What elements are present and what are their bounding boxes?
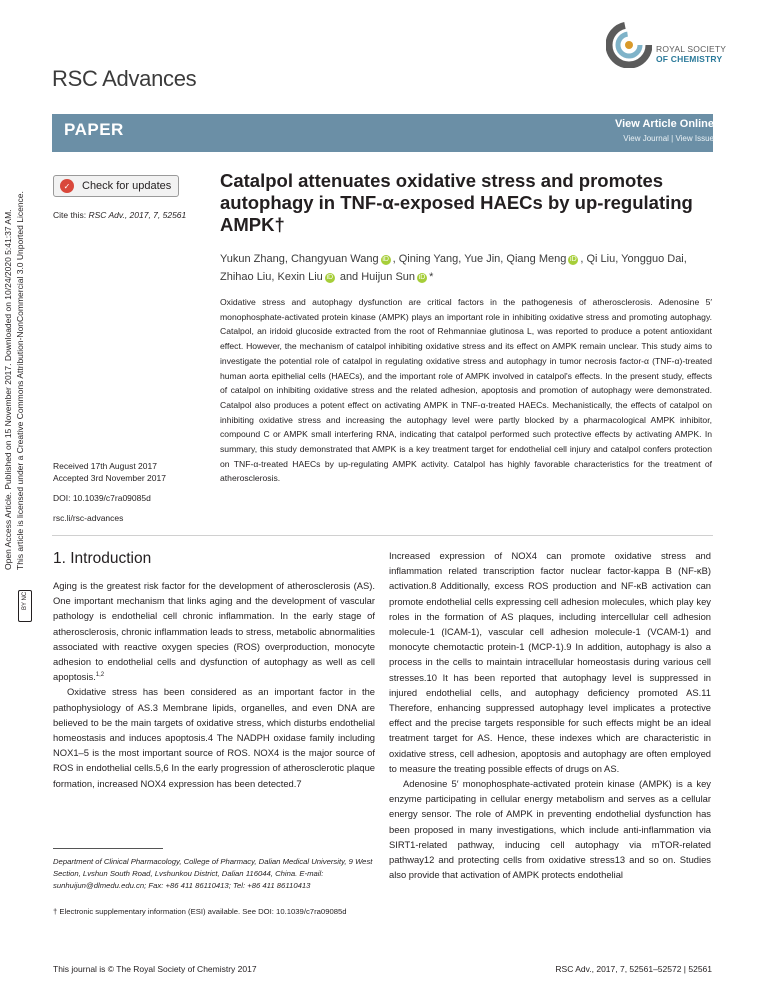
esi-footnote[interactable]: † Electronic supplementary information (ESI) available. See DOI: 10.1039/c7ra09085d	[53, 907, 347, 916]
author-separator: ,	[271, 271, 278, 283]
author-separator: ,	[458, 253, 465, 265]
rsc-logo-icon	[606, 22, 652, 68]
author-separator: ,	[392, 253, 399, 265]
author-separator: ,	[683, 253, 687, 265]
cc-badge-label: BY NC	[22, 591, 28, 610]
cc-license-badge[interactable]	[18, 590, 32, 622]
author-name[interactable]: Kexin Liu	[277, 271, 323, 283]
article-title: Catalpol attenuates oxidative stress and promotes autophagy in TNF-α-exposed HAECs by up-regulating AMPK†	[220, 170, 693, 235]
body-column-right	[389, 548, 711, 882]
section-band	[52, 114, 713, 152]
open-access-notice	[2, 0, 26, 570]
author-separator: ,	[580, 253, 587, 265]
author-name[interactable]: Zhihao Liu	[220, 271, 272, 283]
journal-link[interactable]: rsc.li/rsc-advances	[53, 513, 124, 523]
oa-line-2[interactable]: This article is licensed under a Creative Commons Attribution-NonCommercial 3.0 Unported Licence.	[15, 191, 25, 570]
author-name[interactable]: Huijun Sun	[361, 271, 416, 283]
crossmark-icon: ✓	[60, 179, 74, 193]
doi[interactable]: DOI: 10.1039/c7ra09085d	[53, 493, 151, 503]
author-name[interactable]: Yukun Zhang	[220, 253, 285, 265]
affiliation-footnote: Department of Clinical Pharmacology, College of Pharmacy, Dalian Medical University, 9 West Section, Lvshun South Road, Lvshunkou District, Dalian 116044, China. E-mail: sunhuijun@dlmedu.edu.cn; Fax: +86 411 86110413; Tel: +86 411 86110413	[53, 857, 373, 890]
divider	[52, 535, 713, 536]
abstract: Oxidative stress and autophagy dysfunction are critical factors in the pathogenesis of atherosclerosis. Adenosine 5′ monophosphate-activated protein kinase (AMPK) plays an important role in inhibiting oxidative stress and promoting autophagy. Catalpol, an iridoid glucoside extracted from the root of Rehmanniae glutinosa L, was reported to produce a potent antioxidant effect. However, the mechanism of catalpol inhibiting oxidative stress and its effect on AMPK remain unclear. This study aims to investigate the potential role of catalpol in regulating oxidative stress and autophagy in tumor necrosis factor-α (TNF-α)-treated human aorta epithelial cells (HAECs), and the important role of AMPK involved in catalpol's effects. In the present study, effects of catalpol on inhibiting oxidative stress and the related adhesion, apoptosis and promotion of autophagy were demonstrated. Catalpol also produces a potent effect on activating AMPK in TNF-α-treated HAECs. Mechanistically, the effects of catalpol on inhibiting oxidative stress and increasing the autophagy level were partly blocked by a pharmacological AMPK inhibitor, compound C or AMPK small interfering RNA, indicating that catalpol performed such protective effects by activating AMPK. In summary, this study demonstrated that AMPK is a key treatment target for endothelial cell injury and catalpol confers protection on TNF-α-treated HAECs by up-regulating AMPK activity. Catalpol has highly favorable characteristics for the treatment of atherosclerosis.	[220, 297, 712, 484]
author-name[interactable]: Qi Liu	[586, 253, 616, 265]
paragraph: Oxidative stress has been considered as an important factor in the pathophysiology of AS.3 Membrane lipids, organelles, and even DNA are believed to be the main targets of oxidative stress, which disturbs endothelial homeostasis and induces apoptosis.4 The NADPH oxidase family including NOX1–5 is the most important source of ROS. NOX4 is the major source of ROS in endothelial cells.5,6 In the early progression of atherosclerotic plaque formation, increased NOX4 expression has been detected.7	[53, 686, 375, 789]
author-name[interactable]: Qiang Meng	[506, 253, 567, 265]
ref-link[interactable]: 1,2	[95, 672, 105, 679]
footnote-rule	[53, 848, 163, 849]
view-article-online-link[interactable]: View Article Online	[614, 118, 714, 130]
author-separator: ,	[284, 253, 291, 265]
paragraph: Adenosine 5′ monophosphate-activated protein kinase (AMPK) is a key enzyme participating in cellular energy metabolism and serves as a cellular energy sensor. The role of AMPK in preventing endothelial dysfunction has been proposed in many investigations, which include anti-inflammation via SIRT1-related pathway, inducing cell autophagy via mTOR-related pathway12 and protecting cells from oxidative stress13 and so on. Studies also provide that activation of AMPK protects endothelial	[389, 778, 711, 881]
author-separator: ,	[615, 253, 622, 265]
author-separator: and	[336, 271, 362, 283]
footer-page-info: RSC Adv., 2017, 7, 52561–52572 | 52561	[555, 964, 712, 974]
body-column-left	[53, 578, 375, 791]
cite-label: Cite this:	[53, 210, 87, 220]
author-name[interactable]: Changyuan Wang	[290, 253, 379, 265]
dates	[53, 460, 166, 484]
orcid-icon[interactable]: iD	[418, 274, 426, 281]
author-name[interactable]: Qining Yang	[398, 253, 459, 265]
orcid-icon[interactable]: iD	[570, 256, 577, 263]
paragraph: Increased expression of NOX4 can promote oxidative stress and inflammation related transcription factor nuclear factor-kappa B (NF-κB) activation.8 Additionally, excess ROS production and NF-κB activation can promote endothelial cells expressing cell adhesion molecules, which play key roles in the formation of AS plaques, including intercellular cell adhesion molecule-1 (ICAM-1), vascular cell adhesion molecule-1 (VCAM-1) and monocyte chemotactic protein-1 (MCP-1).9 In addition, autophagy is also a process in the cells to maintain intracellular homeostasis during various cell stresses.10 It has been reported that autophagy level is suppressed in injured endothelial cells, and autophagy deficiency promoted AS.11 Therefore, enhancing suppressed autophagy level implicates a protective effect and the precise targets responsible for such effects might be an ideal treatment target for AS. Hence, these indexes which are characteristic in oxidative stress, cell adhesion, apoptosis and autophagy are often employed to measure the treating possible effects of drugs on AS.	[389, 550, 711, 774]
footer-copyright: This journal is © The Royal Society of Chemistry 2017	[53, 964, 257, 974]
received-date: Received 17th August 2017	[53, 461, 157, 471]
author-name[interactable]: Yue Jin	[464, 253, 501, 265]
oa-line-1: Open Access Article. Published on 15 November 2017. Downloaded on 10/24/2020 5:41:37 AM.	[3, 209, 13, 570]
citation	[53, 210, 186, 220]
orcid-icon[interactable]: iD	[326, 274, 334, 281]
accepted-date: Accepted 3rd November 2017	[53, 473, 166, 483]
cite-value: RSC Adv., 2017, 7, 52561	[88, 210, 187, 220]
author-name[interactable]: Yongguo Dai	[621, 253, 684, 265]
author-list	[220, 250, 720, 286]
rsc-logo-text	[656, 44, 726, 64]
logo-line-1: ROYAL SOCIETY	[656, 44, 727, 54]
author-separator: ,	[500, 253, 507, 265]
check-updates-label: Check for updates	[82, 180, 172, 192]
logo-line-2: OF CHEMISTRY	[656, 54, 723, 64]
article-type: PAPER	[64, 120, 124, 139]
section-heading: 1. Introduction	[53, 550, 152, 567]
para-text: Aging is the greatest risk factor for the development of atherosclerosis (AS). One important mechanism that links aging and the development of vascular pathology is endothelial cell chronic inflammation. In the early stage of atherosclerosis, chronic inflammation leads to stress, metabolic abnormalities associated with reactive oxygen species (ROS) overproduction, monocyte adhesion to endothelial cells and dysfunction of autophagy as well as cell apoptosis.	[53, 580, 375, 683]
author-separator: *	[429, 271, 434, 283]
check-for-updates-button[interactable]	[53, 175, 179, 197]
orcid-icon[interactable]: iD	[382, 256, 389, 263]
journal-name[interactable]: RSC Advances	[52, 66, 197, 91]
view-journal-issue-links[interactable]: View Journal | View Issue	[623, 134, 714, 143]
paragraph	[53, 578, 375, 684]
